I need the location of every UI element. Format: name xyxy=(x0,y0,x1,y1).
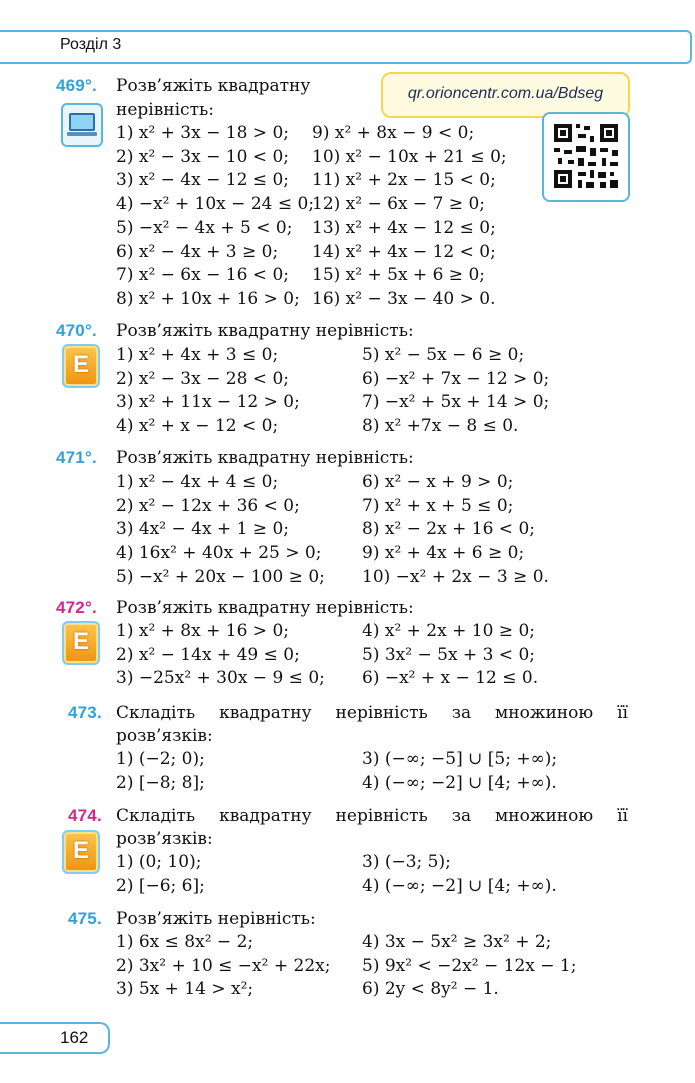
exercise-472-number: 472°. xyxy=(56,598,97,617)
ex472-item: 3) −25x² + 30x − 9 ≤ 0; xyxy=(116,668,325,689)
ex471-item: 2) x² − 12x + 36 < 0; xyxy=(116,495,300,516)
qr-code-icon xyxy=(542,112,630,202)
exercise-473-title: Складіть квадратну нерівність за множиною її xyxy=(116,703,628,723)
ex470-item: 7) −x² + 5x + 14 > 0; xyxy=(362,392,550,413)
ex474-item: 1) (0; 10); xyxy=(116,852,202,872)
ex469-item: 6) x² − 4x + 3 ≥ 0; xyxy=(116,241,279,262)
ex469-item: 14) x² + 4x − 12 < 0; xyxy=(312,241,496,262)
page-number: 162 xyxy=(60,1028,89,1047)
e-marker-icon: E xyxy=(62,830,100,874)
ex469-item: 8) x² + 10x + 16 > 0; xyxy=(116,288,300,309)
ex473-item: 4) (−∞; −2] ∪ [4; +∞). xyxy=(362,772,557,793)
ex472-item: 4) x² + 2x + 10 ≥ 0; xyxy=(362,621,535,641)
exercise-474-title-cont: розв’язків: xyxy=(116,829,213,849)
exercise-475-number: 475. xyxy=(68,909,102,928)
exercise-469-number: 469°. xyxy=(56,76,97,95)
exercise-474-title: Складіть квадратну нерівність за множиною її xyxy=(116,806,628,826)
ex469-item: 9) x² + 8x − 9 < 0; xyxy=(312,123,475,143)
ex470-item: 3) x² + 11x − 12 > 0; xyxy=(116,392,300,413)
ex475-item: 5) 9x² < −2x² − 12x − 1; xyxy=(362,955,577,976)
exercise-470-number: 470°. xyxy=(56,321,97,340)
ex469-item: 2) x² − 3x − 10 < 0; xyxy=(116,146,289,167)
resource-url[interactable]: qr.orioncentr.com.ua/Bdseg xyxy=(407,85,604,102)
ex472-item: 6) −x² + x − 12 ≤ 0. xyxy=(362,668,539,689)
ex471-item: 8) x² − 2x + 16 < 0; xyxy=(362,519,535,540)
ex469-item: 7) x² − 6x − 16 < 0; xyxy=(116,265,289,286)
ex470-item: 1) x² + 4x + 3 ≤ 0; xyxy=(116,345,279,365)
ex473-item: 3) (−∞; −5] ∪ [5; +∞); xyxy=(362,749,558,769)
ex469-item: 11) x² + 2x − 15 < 0; xyxy=(312,170,496,191)
ex474-item: 4) (−∞; −2] ∪ [4; +∞). xyxy=(362,875,557,896)
ex471-item: 9) x² + 4x + 6 ≥ 0; xyxy=(362,543,525,564)
ex471-item: 1) x² − 4x + 4 ≤ 0; xyxy=(116,472,279,492)
ex473-item: 2) [−8; 8]; xyxy=(116,772,205,793)
section-title: Розділ 3 xyxy=(60,36,122,53)
ex469-item: 10) x² − 10x + 21 ≤ 0; xyxy=(312,146,507,167)
ex469-item: 5) −x² − 4x + 5 < 0; xyxy=(116,217,293,238)
ex470-item: 6) −x² + 7x − 12 > 0; xyxy=(362,368,550,389)
exercise-473-title-cont: розв’язків: xyxy=(116,726,213,746)
ex469-item: 12) x² − 6x − 7 ≥ 0; xyxy=(312,194,485,215)
e-marker-icon: E xyxy=(62,344,100,388)
exercise-473-number: 473. xyxy=(68,703,102,722)
page-number-tab xyxy=(0,1022,110,1054)
ex474-item: 3) (−3; 5); xyxy=(362,852,451,872)
exercise-471-title: Розв’яжіть квадратну нерівність: xyxy=(116,448,414,468)
exercise-470-title: Розв’яжіть квадратну нерівність: xyxy=(116,321,414,341)
ex471-item: 3) 4x² − 4x + 1 ≥ 0; xyxy=(116,519,289,540)
ex475-item: 3) 5x + 14 > x²; xyxy=(116,979,254,1000)
exercise-475-title: Розв’яжіть нерівність: xyxy=(116,909,316,929)
ex472-item: 1) x² + 8x + 16 > 0; xyxy=(116,621,289,641)
ex472-item: 5) 3x² − 5x + 3 < 0; xyxy=(362,644,535,665)
computer-icon xyxy=(61,103,103,147)
ex469-item: 4) −x² + 10x − 24 ≤ 0; xyxy=(116,194,315,215)
ex475-item: 4) 3x − 5x² ≥ 3x² + 2; xyxy=(362,932,552,952)
ex475-item: 6) 2y < 8y² − 1. xyxy=(362,979,499,1000)
ex475-item: 1) 6x ≤ 8x² − 2; xyxy=(116,932,254,952)
exercise-474-number: 474. xyxy=(68,806,102,825)
section-header xyxy=(0,30,692,64)
ex475-item: 2) 3x² + 10 ≤ −x² + 22x; xyxy=(116,955,331,976)
ex470-item: 2) x² − 3x − 28 < 0; xyxy=(116,368,289,389)
ex472-item: 2) x² − 14x + 49 ≤ 0; xyxy=(116,644,300,665)
ex469-item: 1) x² + 3x − 18 > 0; xyxy=(116,123,289,143)
ex473-item: 1) (−2; 0); xyxy=(116,749,205,769)
exercise-471-number: 471°. xyxy=(56,448,97,467)
ex471-item: 4) 16x² + 40x + 25 > 0; xyxy=(116,543,322,564)
ex469-item: 13) x² + 4x − 12 ≤ 0; xyxy=(312,217,496,238)
ex469-item: 15) x² + 5x + 6 ≥ 0; xyxy=(312,265,485,286)
ex471-item: 7) x² + x + 5 ≤ 0; xyxy=(362,495,514,516)
ex470-item: 5) x² − 5x − 6 ≥ 0; xyxy=(362,345,525,365)
ex469-item: 16) x² − 3x − 40 > 0. xyxy=(312,288,496,309)
ex470-item: 8) x² +7x − 8 ≤ 0. xyxy=(362,416,519,437)
e-marker-icon: E xyxy=(62,621,100,665)
ex471-item: 10) −x² + 2x − 3 ≥ 0. xyxy=(362,566,549,587)
ex470-item: 4) x² + x − 12 < 0; xyxy=(116,416,279,437)
ex474-item: 2) [−6; 6]; xyxy=(116,875,205,896)
ex469-item: 3) x² − 4x − 12 ≤ 0; xyxy=(116,170,289,191)
exercise-469-title: Розв’яжіть квадратну xyxy=(116,76,311,96)
exercise-469-title-cont: нерівність: xyxy=(116,100,214,120)
ex471-item: 5) −x² + 20x − 100 ≥ 0; xyxy=(116,566,325,587)
exercise-472-title: Розв’яжіть квадратну нерівність: xyxy=(116,598,414,618)
ex471-item: 6) x² − x + 9 > 0; xyxy=(362,472,514,492)
